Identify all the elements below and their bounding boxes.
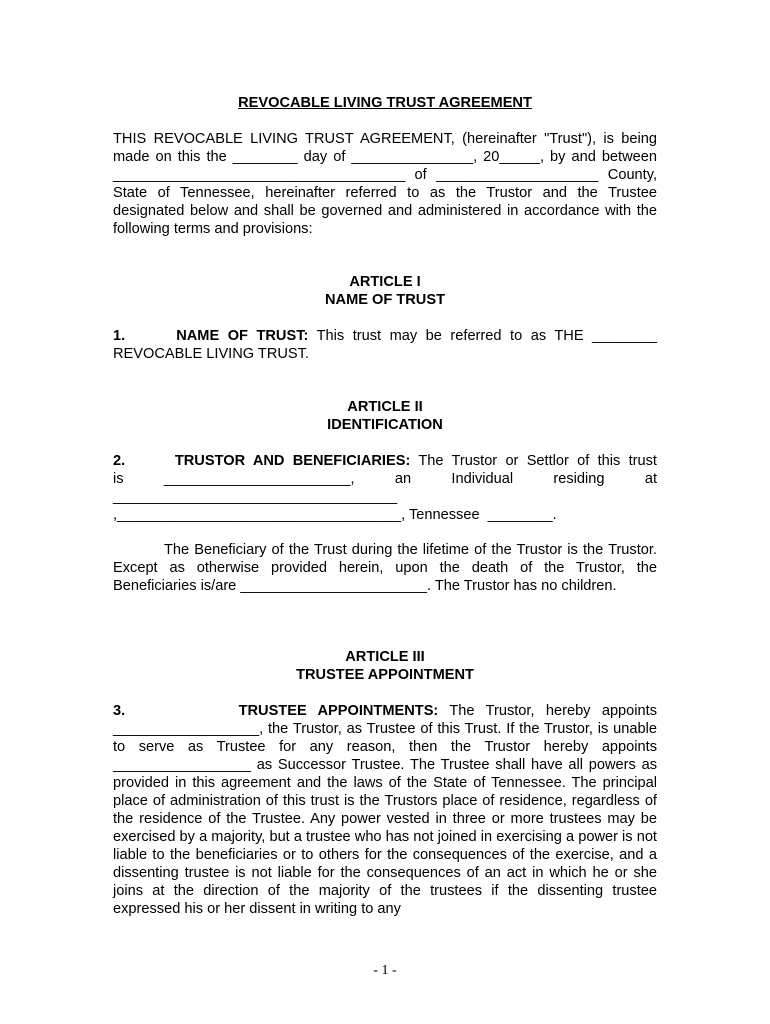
section-3-label: 3. TRUSTEE APPOINTMENTS: <box>113 703 439 719</box>
article-3-heading: ARTICLE III <box>345 649 425 665</box>
section-2-residence-line: is _______________________, an Individual residing at <box>113 471 657 487</box>
section-3-paragraph <box>113 702 657 918</box>
beneficiary-paragraph: The Beneficiary of the Trust during the lifetime of the Trustor is the Trustor. Except as otherwise provided herein, upon the death of the Trustor, the Beneficiaries is/are _______________________. The Trustor has no children. <box>113 542 657 594</box>
section-2-city-line: ,___________________________________, Tennessee ________. <box>113 507 557 523</box>
article-1-heading: ARTICLE I <box>349 274 421 290</box>
section-2-label: 2. TRUSTOR AND BENEFICIARIES: <box>113 453 411 469</box>
article-1-subheading: NAME OF TRUST <box>325 292 445 308</box>
section-3-text: The Trustor, hereby appoints __________________, the Trustor, as Trustee of this Trust. If the Trustor, is unable to serve as Trustee for any reason, then the Trustor hereby appoints _________________ as Successor Trustee. The Trustee shall have all powers as provided in this agreement and the laws of the State of Tennessee. The principal place of administration of this trust is the Trustors place of residence, regardless of the residence of the Trustee. Any power vested in three or more trustees may be exercised by a majority, but a trustee who has not joined in exercising a power is not liable to the beneficiaries or to others for the consequences of the exercise, and a dissenting trustee is not liable for the consequences of an act in which he or she joins at the direction of the majority of the trustees if the dissenting trustee expressed his or her dissent in writing to any <box>113 703 657 917</box>
article-2-heading: ARTICLE II <box>347 399 423 415</box>
section-2-address-line: ___________________________________ <box>113 489 398 505</box>
section-1-label: 1. NAME OF TRUST: <box>113 328 309 344</box>
article-2-subheading: IDENTIFICATION <box>327 417 443 433</box>
intro-paragraph: THIS REVOCABLE LIVING TRUST AGREEMENT, (hereinafter "Trust"), is being made on this the ________ day of _______________, 20_____, by and between ____________________________________ of ____________________ County, State of Tennessee, hereinafter referred to as the Trustor and the Trustee designated below and shall be governed and administered in accordance with the following terms and provisions: <box>113 131 657 237</box>
document-title: REVOCABLE LIVING TRUST AGREEMENT <box>238 95 532 111</box>
section-1-paragraph <box>113 327 657 363</box>
page-number: - 1 - <box>373 963 397 978</box>
article-3-subheading: TRUSTEE APPOINTMENT <box>296 667 474 683</box>
section-1-text: This trust may be referred to as THE ________ REVOCABLE LIVING TRUST. <box>113 328 657 362</box>
section-2-text: The Trustor or Settlor of this trust <box>410 453 657 469</box>
section-2-first-line <box>113 452 657 470</box>
